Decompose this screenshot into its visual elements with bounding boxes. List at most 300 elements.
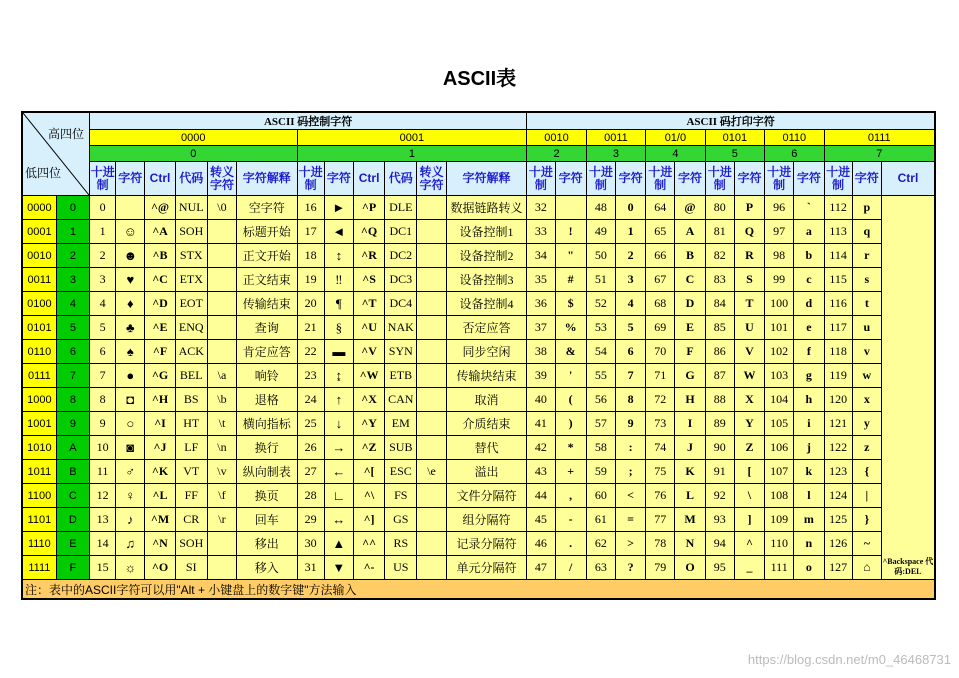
- dec-cell: 17: [297, 220, 324, 244]
- code-cell: SOH: [175, 220, 207, 244]
- low-bits-cell: 0101: [22, 316, 56, 340]
- description-cell: 设备控制1: [446, 220, 527, 244]
- ctrl-cell: ^^: [353, 532, 384, 556]
- code-cell: VT: [175, 460, 207, 484]
- dec-cell: 84: [705, 292, 734, 316]
- dec-cell: 81: [705, 220, 734, 244]
- char-cell: i: [794, 412, 824, 436]
- escape-cell: \a: [207, 364, 236, 388]
- escape-cell: [417, 340, 446, 364]
- high-bits-label: 高四位: [47, 127, 84, 141]
- char-cell: 4: [615, 292, 645, 316]
- description-cell: 查询: [237, 316, 297, 340]
- table-row: [22, 508, 935, 532]
- ctrl-cell: ^O: [145, 556, 175, 580]
- char-cell: ): [555, 412, 586, 436]
- ctrl-cell: ^A: [145, 220, 175, 244]
- ctrl-cell: ^E: [145, 316, 175, 340]
- dec-cell: 107: [765, 460, 794, 484]
- dec-cell: 103: [765, 364, 794, 388]
- dec-cell: 76: [646, 484, 675, 508]
- char-cell: }: [852, 508, 881, 532]
- char-cell: v: [852, 340, 881, 364]
- low-hex-cell: 7: [56, 364, 89, 388]
- dec-cell: 127: [824, 556, 852, 580]
- low-bits-cell: 0110: [22, 340, 56, 364]
- escape-cell: \v: [207, 460, 236, 484]
- printable-section-header: ASCII 码打印字符: [527, 112, 935, 130]
- dec-cell: 124: [824, 484, 852, 508]
- col-header-code: 代码: [175, 162, 207, 196]
- col-header-char: 字符: [555, 162, 586, 196]
- col-header-desc: 字符解释: [446, 162, 527, 196]
- dec-cell: 91: [705, 460, 734, 484]
- dec-cell: 30: [297, 532, 324, 556]
- code-cell: DLE: [385, 196, 417, 220]
- char-cell: p: [852, 196, 881, 220]
- dec-cell: 4: [90, 292, 116, 316]
- code-cell: STX: [175, 244, 207, 268]
- char-cell: n: [794, 532, 824, 556]
- dec-cell: 121: [824, 412, 852, 436]
- char-cell: ]: [734, 508, 764, 532]
- dec-cell: 15: [90, 556, 116, 580]
- char-cell: x: [852, 388, 881, 412]
- dec-cell: 116: [824, 292, 852, 316]
- code-cell: DC4: [385, 292, 417, 316]
- high-hex-6: 6: [765, 146, 824, 162]
- col-header-ctrl: Ctrl: [145, 162, 175, 196]
- table-row: [22, 388, 935, 412]
- low-hex-cell: D: [56, 508, 89, 532]
- char-cell: 2: [615, 244, 645, 268]
- dec-cell: 87: [705, 364, 734, 388]
- dec-cell: 42: [527, 436, 555, 460]
- del-note: ^Backspace 代码:DEL: [881, 196, 935, 580]
- dec-cell: 53: [586, 316, 615, 340]
- low-bits-cell: 0011: [22, 268, 56, 292]
- dec-cell: 104: [765, 388, 794, 412]
- escape-cell: \f: [207, 484, 236, 508]
- escape-cell: \t: [207, 412, 236, 436]
- dec-cell: 112: [824, 196, 852, 220]
- char-cell: T: [734, 292, 764, 316]
- escape-cell: [207, 316, 236, 340]
- col-header-dec: 十进制: [646, 162, 675, 196]
- table-row: [22, 460, 935, 484]
- dec-cell: 88: [705, 388, 734, 412]
- dec-cell: 54: [586, 340, 615, 364]
- char-cell: ◘: [116, 388, 145, 412]
- low-hex-cell: 1: [56, 220, 89, 244]
- char-cell: <: [615, 484, 645, 508]
- col-header-char: 字符: [675, 162, 705, 196]
- ctrl-cell: ^W: [353, 364, 384, 388]
- dec-cell: 65: [646, 220, 675, 244]
- char-cell: ♪: [116, 508, 145, 532]
- col-header-ctrl: Ctrl: [881, 162, 935, 196]
- char-cell: G: [675, 364, 705, 388]
- char-cell: +: [555, 460, 586, 484]
- char-cell: ,: [555, 484, 586, 508]
- dec-cell: 97: [765, 220, 794, 244]
- dec-cell: 16: [297, 196, 324, 220]
- dec-cell: 32: [527, 196, 555, 220]
- dec-cell: 78: [646, 532, 675, 556]
- char-cell: f: [794, 340, 824, 364]
- char-cell: C: [675, 268, 705, 292]
- dec-cell: 45: [527, 508, 555, 532]
- code-cell: EOT: [175, 292, 207, 316]
- char-cell: W: [734, 364, 764, 388]
- char-cell: `: [794, 196, 824, 220]
- char-cell: /: [555, 556, 586, 580]
- char-cell: X: [734, 388, 764, 412]
- table-row: [22, 412, 935, 436]
- char-cell: (: [555, 388, 586, 412]
- high-hex-0: 0: [90, 146, 298, 162]
- char-cell: Y: [734, 412, 764, 436]
- code-cell: CR: [175, 508, 207, 532]
- description-cell: 正文开始: [237, 244, 297, 268]
- low-bits-cell: 0010: [22, 244, 56, 268]
- char-cell: [116, 196, 145, 220]
- dec-cell: 60: [586, 484, 615, 508]
- table-row: [22, 484, 935, 508]
- description-cell: 替代: [446, 436, 527, 460]
- char-cell: ▬: [324, 340, 353, 364]
- code-cell: DC1: [385, 220, 417, 244]
- char-cell: E: [675, 316, 705, 340]
- dec-cell: 0: [90, 196, 116, 220]
- low-hex-cell: 8: [56, 388, 89, 412]
- dec-cell: 83: [705, 268, 734, 292]
- ctrl-cell: ^[: [353, 460, 384, 484]
- ctrl-cell: ^Y: [353, 412, 384, 436]
- dec-cell: 73: [646, 412, 675, 436]
- char-cell: ▼: [324, 556, 353, 580]
- char-cell: ○: [116, 412, 145, 436]
- table-row: [22, 316, 935, 340]
- description-cell: 设备控制3: [446, 268, 527, 292]
- high-bits-5: 0101: [705, 130, 764, 146]
- ctrl-cell: ^C: [145, 268, 175, 292]
- dec-cell: 58: [586, 436, 615, 460]
- char-cell: 6: [615, 340, 645, 364]
- code-cell: SUB: [385, 436, 417, 460]
- table-row: [22, 436, 935, 460]
- dec-cell: 92: [705, 484, 734, 508]
- dec-cell: 36: [527, 292, 555, 316]
- ctrl-cell: ^V: [353, 340, 384, 364]
- dec-cell: 14: [90, 532, 116, 556]
- char-cell: h: [794, 388, 824, 412]
- escape-cell: [417, 220, 446, 244]
- description-cell: 数据链路转义: [446, 196, 527, 220]
- char-cell: ↨: [324, 364, 353, 388]
- escape-cell: [207, 340, 236, 364]
- char-cell: P: [734, 196, 764, 220]
- escape-cell: [417, 244, 446, 268]
- dec-cell: 6: [90, 340, 116, 364]
- low-hex-cell: F: [56, 556, 89, 580]
- low-hex-cell: B: [56, 460, 89, 484]
- col-header-dec: 十进制: [705, 162, 734, 196]
- dec-cell: 68: [646, 292, 675, 316]
- ctrl-cell: ^N: [145, 532, 175, 556]
- low-bits-cell: 1110: [22, 532, 56, 556]
- ctrl-cell: ^F: [145, 340, 175, 364]
- dec-cell: 21: [297, 316, 324, 340]
- low-hex-cell: A: [56, 436, 89, 460]
- char-cell: 8: [615, 388, 645, 412]
- description-cell: 肯定应答: [237, 340, 297, 364]
- low-hex-cell: 5: [56, 316, 89, 340]
- table-row: [22, 532, 935, 556]
- table-row: [22, 556, 935, 580]
- escape-cell: [207, 292, 236, 316]
- char-cell: _: [734, 556, 764, 580]
- char-cell: M: [675, 508, 705, 532]
- dec-cell: 95: [705, 556, 734, 580]
- char-cell: {: [852, 460, 881, 484]
- dec-cell: 113: [824, 220, 852, 244]
- char-cell: K: [675, 460, 705, 484]
- low-bits-label: 低四位: [25, 166, 62, 180]
- col-header-dec: 十进制: [765, 162, 794, 196]
- char-cell: →: [324, 436, 353, 460]
- description-cell: 单元分隔符: [446, 556, 527, 580]
- dec-cell: 62: [586, 532, 615, 556]
- char-cell: ⌂: [852, 556, 881, 580]
- char-cell: ^: [734, 532, 764, 556]
- col-header-dec: 十进制: [824, 162, 852, 196]
- dec-cell: 109: [765, 508, 794, 532]
- table-row: [22, 340, 935, 364]
- dec-cell: 40: [527, 388, 555, 412]
- col-header-desc: 字符解释: [237, 162, 297, 196]
- ctrl-cell: ^Z: [353, 436, 384, 460]
- escape-cell: [417, 436, 446, 460]
- char-cell: ►: [324, 196, 353, 220]
- dec-cell: 122: [824, 436, 852, 460]
- char-cell: \: [734, 484, 764, 508]
- description-cell: 设备控制4: [446, 292, 527, 316]
- char-cell: j: [794, 436, 824, 460]
- dec-cell: 12: [90, 484, 116, 508]
- dec-cell: 61: [586, 508, 615, 532]
- escape-cell: [417, 484, 446, 508]
- dec-cell: 44: [527, 484, 555, 508]
- char-cell: F: [675, 340, 705, 364]
- col-header-char: 字符: [794, 162, 824, 196]
- high-hex-2: 2: [527, 146, 586, 162]
- high-bits-1: 0001: [297, 130, 527, 146]
- char-cell: ♦: [116, 292, 145, 316]
- ctrl-cell: ^J: [145, 436, 175, 460]
- dec-cell: 66: [646, 244, 675, 268]
- char-cell: ◄: [324, 220, 353, 244]
- char-cell: s: [852, 268, 881, 292]
- dec-cell: 33: [527, 220, 555, 244]
- dec-cell: 118: [824, 340, 852, 364]
- dec-cell: 56: [586, 388, 615, 412]
- escape-cell: [207, 532, 236, 556]
- high-bits-7: 0111: [824, 130, 935, 146]
- description-cell: 移出: [237, 532, 297, 556]
- table-row: [22, 196, 935, 220]
- char-cell: c: [794, 268, 824, 292]
- escape-cell: [417, 316, 446, 340]
- escape-cell: [207, 244, 236, 268]
- dec-cell: 82: [705, 244, 734, 268]
- low-hex-cell: 3: [56, 268, 89, 292]
- char-cell: b: [794, 244, 824, 268]
- char-cell: a: [794, 220, 824, 244]
- char-cell: ♣: [116, 316, 145, 340]
- dec-cell: 126: [824, 532, 852, 556]
- dec-cell: 115: [824, 268, 852, 292]
- escape-cell: [207, 556, 236, 580]
- dec-cell: 1: [90, 220, 116, 244]
- dec-cell: 111: [765, 556, 794, 580]
- col-header-char: 字符: [734, 162, 764, 196]
- dec-cell: 75: [646, 460, 675, 484]
- ctrl-cell: ^H: [145, 388, 175, 412]
- header-corner: [22, 112, 90, 196]
- dec-cell: 99: [765, 268, 794, 292]
- escape-cell: \e: [417, 460, 446, 484]
- char-cell: ": [555, 244, 586, 268]
- control-section-header: ASCII 码控制字符: [90, 112, 527, 130]
- dec-cell: 2: [90, 244, 116, 268]
- char-cell: ♠: [116, 340, 145, 364]
- description-cell: 取消: [446, 388, 527, 412]
- escape-cell: \r: [207, 508, 236, 532]
- dec-cell: 105: [765, 412, 794, 436]
- char-cell: Q: [734, 220, 764, 244]
- char-cell: 7: [615, 364, 645, 388]
- high-hex-4: 4: [646, 146, 705, 162]
- char-cell: d: [794, 292, 824, 316]
- char-cell: ☻: [116, 244, 145, 268]
- description-cell: 传输块结束: [446, 364, 527, 388]
- char-cell: ?: [615, 556, 645, 580]
- ctrl-cell: ^X: [353, 388, 384, 412]
- low-hex-cell: 4: [56, 292, 89, 316]
- col-header-esc: 转义字符: [207, 162, 236, 196]
- char-cell: 1: [615, 220, 645, 244]
- escape-cell: [207, 268, 236, 292]
- ctrl-cell: ^U: [353, 316, 384, 340]
- char-cell: N: [675, 532, 705, 556]
- low-bits-cell: 1100: [22, 484, 56, 508]
- escape-cell: \0: [207, 196, 236, 220]
- description-cell: 同步空闲: [446, 340, 527, 364]
- col-header-char: 字符: [615, 162, 645, 196]
- code-cell: HT: [175, 412, 207, 436]
- high-hex-3: 3: [586, 146, 645, 162]
- dec-cell: 59: [586, 460, 615, 484]
- escape-cell: [417, 292, 446, 316]
- dec-cell: 39: [527, 364, 555, 388]
- char-cell: m: [794, 508, 824, 532]
- dec-cell: 50: [586, 244, 615, 268]
- char-cell: *: [555, 436, 586, 460]
- char-cell: ¶: [324, 292, 353, 316]
- low-bits-cell: 0100: [22, 292, 56, 316]
- low-hex-cell: 6: [56, 340, 89, 364]
- char-cell: O: [675, 556, 705, 580]
- description-cell: 传输结束: [237, 292, 297, 316]
- low-bits-cell: 1000: [22, 388, 56, 412]
- char-cell: §: [324, 316, 353, 340]
- char-cell: ∟: [324, 484, 353, 508]
- dec-cell: 125: [824, 508, 852, 532]
- dec-cell: 24: [297, 388, 324, 412]
- code-cell: SYN: [385, 340, 417, 364]
- dec-cell: 46: [527, 532, 555, 556]
- table-row: [22, 220, 935, 244]
- escape-cell: [417, 196, 446, 220]
- char-cell: [555, 196, 586, 220]
- dec-cell: 72: [646, 388, 675, 412]
- escape-cell: [417, 508, 446, 532]
- char-cell: ♀: [116, 484, 145, 508]
- char-cell: @: [675, 196, 705, 220]
- char-cell: :: [615, 436, 645, 460]
- dec-cell: 35: [527, 268, 555, 292]
- char-cell: q: [852, 220, 881, 244]
- description-cell: 介质结束: [446, 412, 527, 436]
- code-cell: LF: [175, 436, 207, 460]
- dec-cell: 10: [90, 436, 116, 460]
- dec-cell: 98: [765, 244, 794, 268]
- char-cell: ♥: [116, 268, 145, 292]
- dec-cell: 25: [297, 412, 324, 436]
- high-hex-5: 5: [705, 146, 764, 162]
- dec-cell: 69: [646, 316, 675, 340]
- char-cell: ↕: [324, 244, 353, 268]
- description-cell: 空字符: [237, 196, 297, 220]
- code-cell: BEL: [175, 364, 207, 388]
- dec-cell: 110: [765, 532, 794, 556]
- code-cell: BS: [175, 388, 207, 412]
- char-cell: ;: [615, 460, 645, 484]
- ctrl-cell: ^@: [145, 196, 175, 220]
- dec-cell: 49: [586, 220, 615, 244]
- code-cell: GS: [385, 508, 417, 532]
- char-cell: ◙: [116, 436, 145, 460]
- low-hex-cell: E: [56, 532, 89, 556]
- low-bits-cell: 1001: [22, 412, 56, 436]
- high-bits-3: 0011: [586, 130, 645, 146]
- dec-cell: 86: [705, 340, 734, 364]
- low-bits-cell: 1011: [22, 460, 56, 484]
- char-cell: A: [675, 220, 705, 244]
- dec-cell: 80: [705, 196, 734, 220]
- col-header-ctrl: Ctrl: [353, 162, 384, 196]
- char-cell: L: [675, 484, 705, 508]
- char-cell: S: [734, 268, 764, 292]
- char-cell: r: [852, 244, 881, 268]
- escape-cell: [417, 532, 446, 556]
- char-cell: 0: [615, 196, 645, 220]
- dec-cell: 43: [527, 460, 555, 484]
- dec-cell: 7: [90, 364, 116, 388]
- description-cell: 换行: [237, 436, 297, 460]
- char-cell: -: [555, 508, 586, 532]
